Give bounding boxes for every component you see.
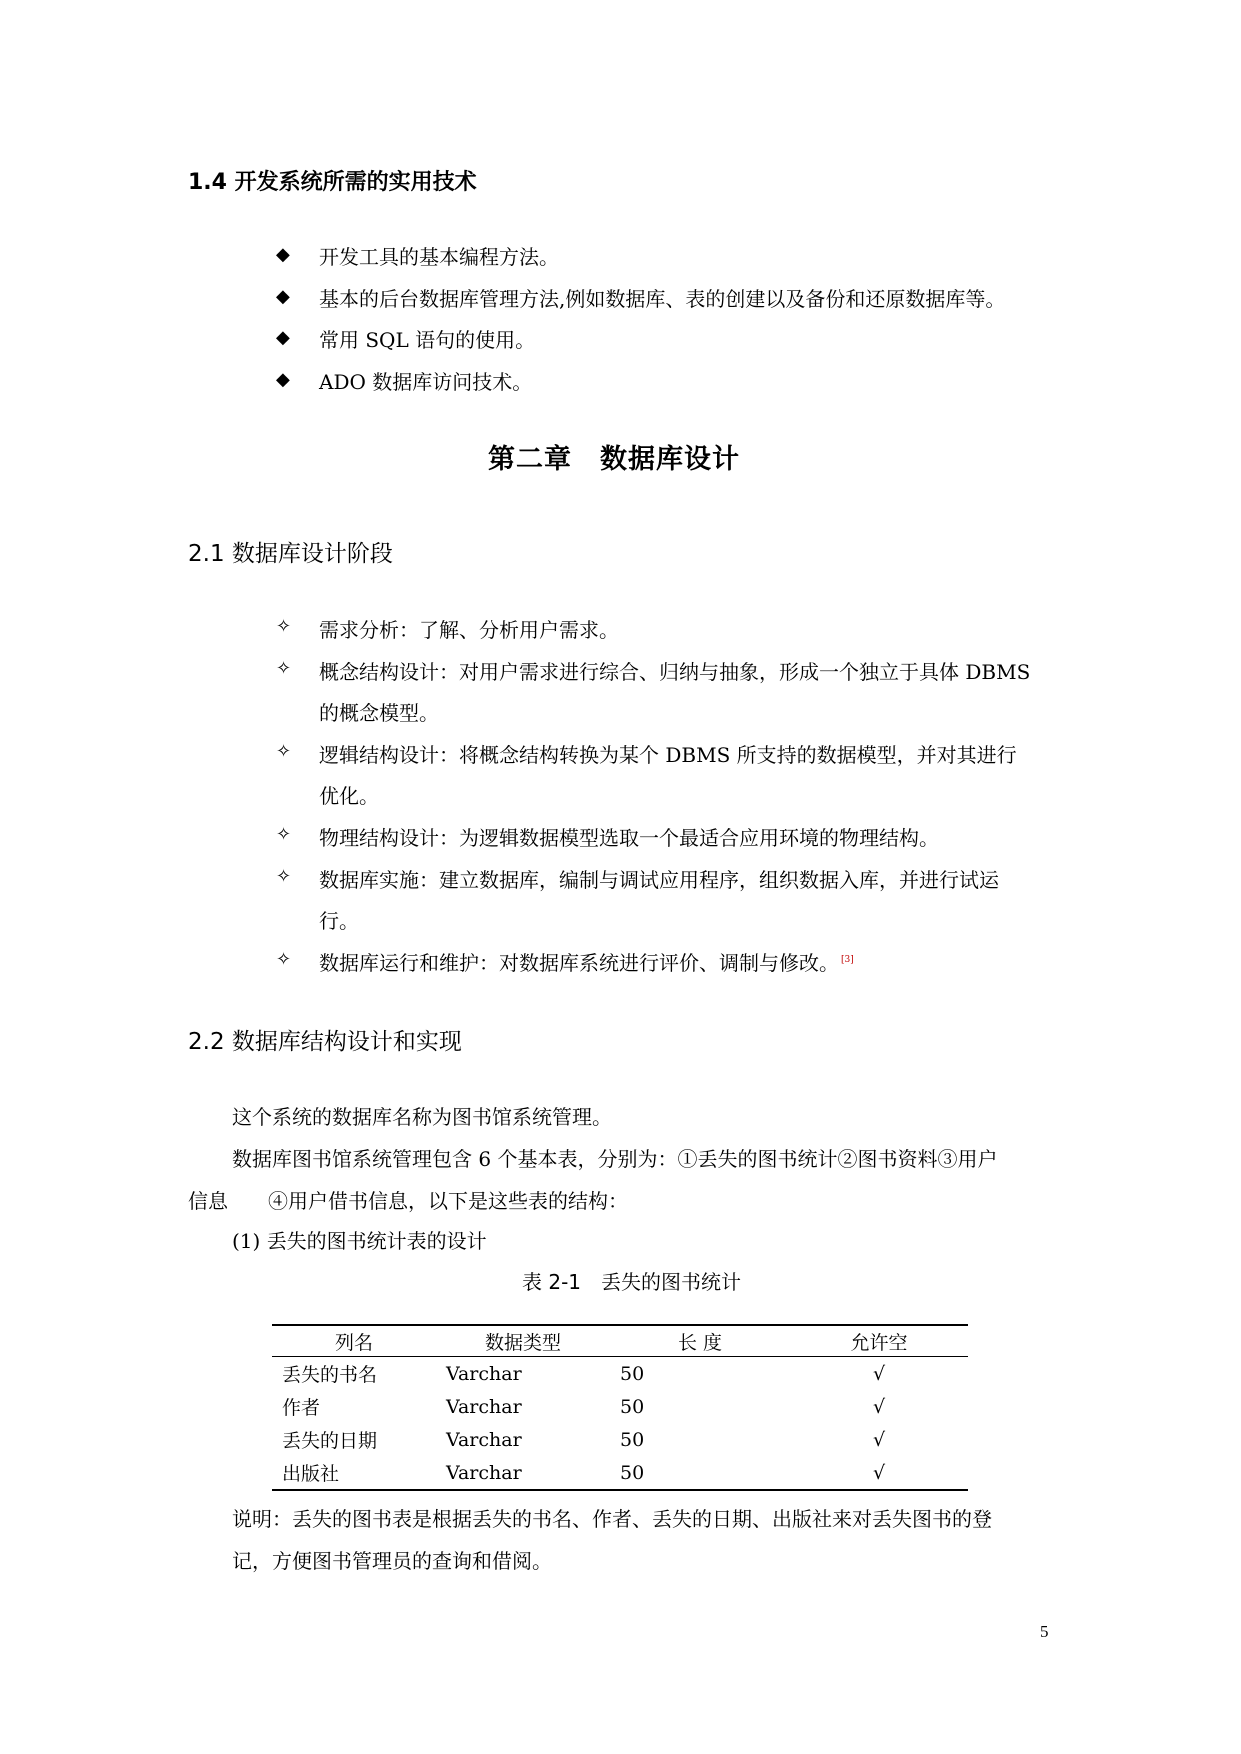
paragraph: 这个系统的数据库名称为图书馆系统管理。 bbox=[232, 1105, 612, 1129]
table-caption: 表 2-1 丢失的图书统计 bbox=[522, 1270, 742, 1294]
star-bullet-icon: ✧ bbox=[276, 658, 292, 679]
diamond-bullet-icon: ◆ bbox=[276, 286, 290, 307]
diamond-bullet-icon: ◆ bbox=[276, 327, 290, 348]
list-item: 常用 SQL 语句的使用。 bbox=[319, 328, 536, 352]
column-header: 允许空 bbox=[790, 1325, 968, 1357]
column-header: 数据类型 bbox=[436, 1325, 610, 1357]
list-item: 需求分析：了解、分析用户需求。 bbox=[319, 618, 619, 642]
star-bullet-icon: ✧ bbox=[276, 949, 292, 970]
star-bullet-icon: ✧ bbox=[276, 824, 292, 845]
table-cell: √ bbox=[872, 1395, 886, 1418]
table-cell: 出版社 bbox=[272, 1456, 436, 1490]
table-row bbox=[272, 1357, 968, 1391]
table-cell: √ bbox=[872, 1428, 886, 1451]
paragraph-continuation: 记，方便图书管理员的查询和借阅。 bbox=[232, 1549, 552, 1573]
diamond-bullet-icon: ◆ bbox=[276, 244, 290, 265]
sub-heading: (1) 丢失的图书统计表的设计 bbox=[232, 1229, 487, 1253]
table-cell: Varchar bbox=[446, 1395, 522, 1418]
table-cell: 50 bbox=[610, 1456, 790, 1490]
diamond-bullet-icon: ◆ bbox=[276, 369, 290, 390]
table-cell: Varchar bbox=[436, 1456, 610, 1490]
table-cell: 作者 bbox=[282, 1397, 321, 1419]
table-header-row bbox=[272, 1325, 968, 1357]
table-cell: 丢失的书名 bbox=[282, 1364, 378, 1386]
table-cell: √ bbox=[872, 1362, 886, 1385]
citation-link[interactable]: [3] bbox=[841, 955, 854, 966]
section-heading-2-2: 2.2 数据库结构设计和实现 bbox=[188, 1029, 462, 1055]
list-item-text: 数据库运行和维护：对数据库系统进行评价、调制与修改。 bbox=[319, 951, 839, 975]
list-item: 基本的后台数据库管理方法,例如数据库、表的创建以及备份和还原数据库等。 bbox=[319, 287, 1006, 311]
star-bullet-icon: ✧ bbox=[276, 866, 292, 887]
section-heading-2-1: 2.1 数据库设计阶段 bbox=[188, 541, 393, 567]
list-item: ADO 数据库访问技术。 bbox=[319, 370, 533, 394]
list-item bbox=[319, 947, 854, 976]
section-heading-1-4: 1.4 开发系统所需的实用技术 bbox=[188, 170, 477, 195]
paragraph: 说明：丢失的图书表是根据丢失的书名、作者、丢失的日期、出版社来对丢失图书的登 bbox=[232, 1507, 992, 1531]
table-cell: 50 bbox=[620, 1428, 645, 1451]
list-item: 数据库实施：建立数据库，编制与调试应用程序，组织数据入库，并进行试运 bbox=[319, 868, 999, 892]
star-bullet-icon: ✧ bbox=[276, 616, 292, 637]
table-cell: Varchar bbox=[446, 1428, 522, 1451]
table-row bbox=[272, 1390, 968, 1423]
list-item-continuation: 优化。 bbox=[319, 784, 379, 808]
table-cell: 丢失的日期 bbox=[282, 1430, 378, 1452]
list-item-continuation: 行。 bbox=[319, 909, 359, 933]
table-cell: Varchar bbox=[446, 1362, 522, 1385]
lost-books-table bbox=[272, 1324, 968, 1491]
table-cell: 50 bbox=[620, 1395, 645, 1418]
list-item: 逻辑结构设计：将概念结构转换为某个 DBMS 所支持的数据模型，并对其进行 bbox=[319, 743, 1017, 767]
list-item-continuation: 的概念模型。 bbox=[319, 701, 439, 725]
star-bullet-icon: ✧ bbox=[276, 741, 292, 762]
column-header: 列名 bbox=[272, 1325, 436, 1357]
page-number: 5 bbox=[1040, 1622, 1049, 1641]
paragraph: 数据库图书馆系统管理包含 6 个基本表，分别为：①丢失的图书统计②图书资料③用户 bbox=[232, 1147, 998, 1171]
column-header: 长 度 bbox=[610, 1325, 790, 1357]
table-row bbox=[272, 1423, 968, 1456]
chapter-title: 第二章 数据库设计 bbox=[488, 444, 740, 475]
table-row bbox=[272, 1456, 968, 1490]
paragraph-continuation: 信息 ④用户借书信息，以下是这些表的结构： bbox=[188, 1189, 628, 1213]
table-cell: √ bbox=[790, 1456, 968, 1490]
table-cell: 50 bbox=[620, 1362, 645, 1385]
list-item: 概念结构设计：对用户需求进行综合、归纳与抽象，形成一个独立于具体 DBMS bbox=[319, 660, 1031, 684]
list-item: 开发工具的基本编程方法。 bbox=[319, 245, 559, 269]
list-item: 物理结构设计：为逻辑数据模型选取一个最适合应用环境的物理结构。 bbox=[319, 826, 939, 850]
